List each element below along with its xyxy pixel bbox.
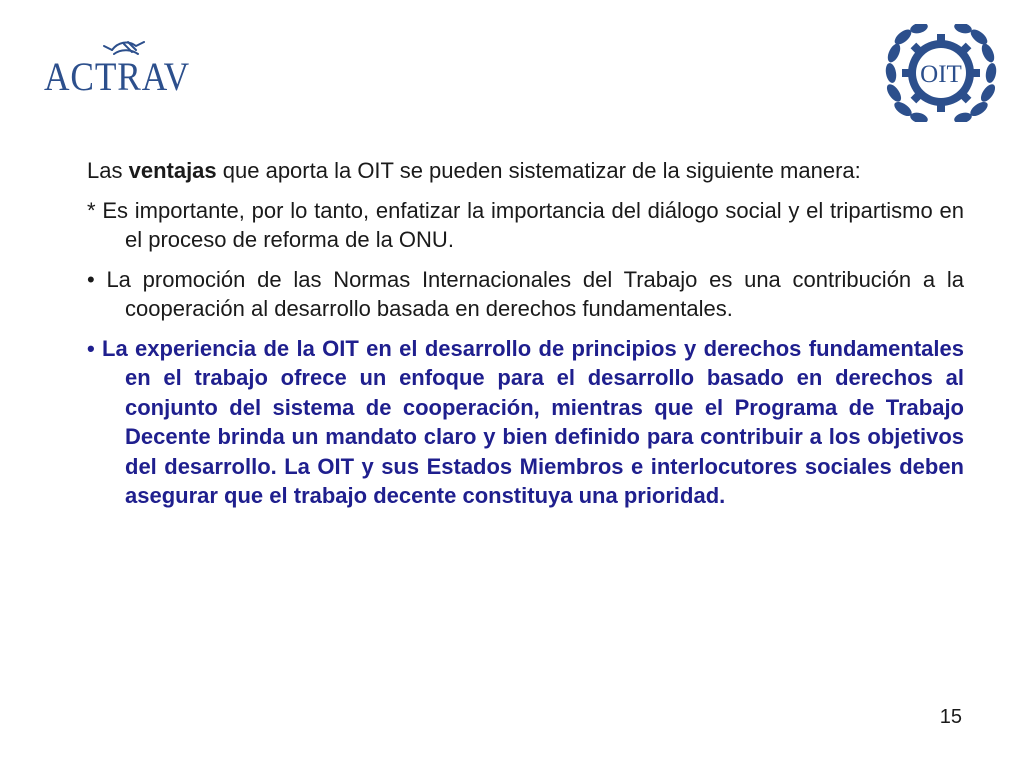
intro-prefix: Las: [87, 158, 129, 183]
point-normas-internacionales: • La promoción de las Normas Internacionales del Trabajo es una contribución a la cooperación al desarrollo basada en derechos fundamentales.: [87, 266, 964, 321]
point-experiencia-oit: • La experiencia de la OIT en el desarrollo de principios y derechos fundamentales en el trabajo ofrece un enfoque para el desarrollo basado en derechos al conjunto del sistema de cooperación, mientras que el Programa de Trabajo Decente brinda un mandato claro y bien definido para contribuir a los objetivos del desarrollo. La OIT y sus Estados Miembros e interlocutores sociales deben asegurar que el trabajo decente constituya una prioridad.: [87, 335, 964, 508]
page-number: 15: [939, 706, 962, 728]
actrav-logo-text: ACTRAV: [44, 54, 190, 99]
oit-emblem-text: OIT: [920, 61, 962, 88]
actrav-logo: [40, 28, 200, 100]
oit-emblem: [880, 24, 1002, 122]
handshake-icon: [104, 42, 144, 54]
intro-paragraph: [87, 156, 964, 186]
intro-suffix: que aporta la OIT se pueden sistematizar de la siguiente manera:: [216, 158, 861, 183]
intro-bold-word: ventajas: [128, 158, 217, 183]
slide-body: [87, 156, 964, 521]
point-dialogo-social: * Es importante, por lo tanto, enfatizar la importancia del diálogo social y el tripartismo en el proceso de reforma de la ONU.: [87, 197, 964, 252]
